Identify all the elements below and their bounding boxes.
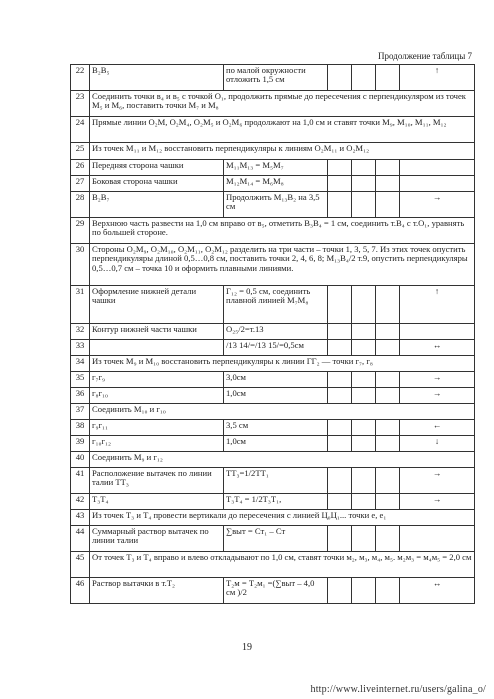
empty-cell bbox=[352, 525, 376, 551]
name-cell: Раствор вытачки в т.Т₂ bbox=[90, 577, 224, 603]
empty-cell bbox=[376, 525, 400, 551]
table-row bbox=[71, 509, 475, 525]
merged-text-cell: Стороны О₂М₉, О₂М₁₀, О₂М₁₁, О₂М₁₂ разделить на три части – точки 1, 3, 5, 7. Из этих точек опустить перпендикуляры длиной 0,5…0,8 см, поставить точки 2, 4, 6, 8; М₁₃В₄/2 т.9, опустить перпендикуляры 0,5…0,7 см – точка 10 и оформить плавными линиями. bbox=[90, 243, 475, 285]
table-row bbox=[71, 116, 475, 142]
row-number-cell: 30 bbox=[71, 243, 90, 285]
value-cell: О₂₅/2=т.13 bbox=[224, 323, 328, 339]
name-cell: В₂В₅ bbox=[90, 64, 224, 90]
table-row bbox=[71, 175, 475, 191]
empty-cell bbox=[376, 371, 400, 387]
row-number-cell: 46 bbox=[71, 577, 90, 603]
merged-text-cell: От точек Т₃ и Т₄ вправо и влево откладывают по 1,0 см, ставят точки м₂, м₃, м₄, м₅. м₂м₃ = м₄м₅ = 2,0 см bbox=[90, 551, 475, 577]
empty-cell bbox=[328, 64, 352, 90]
direction-cell: → bbox=[400, 371, 475, 387]
empty-cell bbox=[328, 159, 352, 175]
table-row bbox=[71, 387, 475, 403]
row-number-cell: 28 bbox=[71, 191, 90, 217]
empty-cell bbox=[376, 577, 400, 603]
empty-cell bbox=[376, 467, 400, 493]
name-cell: Т₃Т₄ bbox=[90, 493, 224, 509]
row-number-cell: 34 bbox=[71, 355, 90, 371]
direction-cell bbox=[400, 175, 475, 191]
direction-cell bbox=[400, 323, 475, 339]
row-number-cell: 44 bbox=[71, 525, 90, 551]
name-cell: Расположение вытачек по линии талии ТТ₃ bbox=[90, 467, 224, 493]
empty-cell bbox=[328, 435, 352, 451]
value-cell: 1,0см bbox=[224, 387, 328, 403]
direction-cell bbox=[400, 525, 475, 551]
direction-cell: → bbox=[400, 493, 475, 509]
table-continuation-label: Продолжение таблицы 7 bbox=[378, 51, 472, 61]
table-row bbox=[71, 355, 475, 371]
header-spacer-cell bbox=[71, 46, 475, 64]
table-row bbox=[71, 217, 475, 243]
table-row bbox=[71, 191, 475, 217]
empty-cell bbox=[352, 493, 376, 509]
value-cell: по малой окружности отложить 1,5 см bbox=[224, 64, 328, 90]
empty-cell bbox=[352, 435, 376, 451]
table-body bbox=[71, 46, 475, 603]
empty-cell bbox=[328, 371, 352, 387]
value-cell: Г₁₂ = 0,5 см, соединить плавной линией М₇М₈ bbox=[224, 285, 328, 323]
direction-cell: → bbox=[400, 387, 475, 403]
row-number-cell: 24 bbox=[71, 116, 90, 142]
name-cell: г₁₀г₁₂ bbox=[90, 435, 224, 451]
direction-cell: ↑ bbox=[400, 64, 475, 90]
name-cell: Боковая сторона чашки bbox=[90, 175, 224, 191]
page-number: 19 bbox=[242, 642, 252, 653]
empty-cell bbox=[328, 285, 352, 323]
row-number-cell: 33 bbox=[71, 339, 90, 355]
direction-cell bbox=[400, 159, 475, 175]
row-number-cell: 40 bbox=[71, 451, 90, 467]
row-number-cell: 39 bbox=[71, 435, 90, 451]
empty-cell bbox=[376, 339, 400, 355]
row-number-cell: 29 bbox=[71, 217, 90, 243]
direction-cell: ↔ bbox=[400, 339, 475, 355]
table-row bbox=[71, 371, 475, 387]
row-number-cell: 22 bbox=[71, 64, 90, 90]
table-row bbox=[71, 419, 475, 435]
table-row bbox=[71, 142, 475, 159]
direction-cell: ↑ bbox=[400, 285, 475, 323]
empty-cell bbox=[328, 493, 352, 509]
value-cell: Т₂м = Т₂м₁ =(∑выт – 4,0 см )/2 bbox=[224, 577, 328, 603]
empty-cell bbox=[376, 435, 400, 451]
merged-text-cell: Из точек М₉ и М₁₀ восстановить перпендикуляры к линии ГГ₂ — точки г₇, г₈ bbox=[90, 355, 475, 371]
row-number-cell: 31 bbox=[71, 285, 90, 323]
table-row bbox=[71, 403, 475, 419]
name-cell: г₈г₁₀ bbox=[90, 387, 224, 403]
empty-cell bbox=[328, 191, 352, 217]
value-cell: М₁₁М₁₃ = М₅М₇ bbox=[224, 159, 328, 175]
row-number-cell: 32 bbox=[71, 323, 90, 339]
row-number-cell: 41 bbox=[71, 467, 90, 493]
merged-text-cell: Соединить точки в₄ и в₅ с точкой О₁, продолжить прямые до пересечения с перпендикуляром из точек М₅ и М₆, поставить точки М₇ и М₈ bbox=[90, 90, 475, 116]
name-cell bbox=[90, 339, 224, 355]
direction-cell: → bbox=[400, 191, 475, 217]
name-cell: В₂В₇ bbox=[90, 191, 224, 217]
empty-cell bbox=[376, 64, 400, 90]
name-cell: г₇г₉ bbox=[90, 371, 224, 387]
empty-cell bbox=[352, 387, 376, 403]
merged-text-cell: Соединить М₉ и г₁₂ bbox=[90, 451, 475, 467]
table-row bbox=[71, 285, 475, 323]
empty-cell bbox=[352, 285, 376, 323]
value-cell: М₁₂М₁₄ = М₆М₈ bbox=[224, 175, 328, 191]
empty-cell bbox=[352, 419, 376, 435]
empty-cell bbox=[352, 175, 376, 191]
empty-cell bbox=[352, 64, 376, 90]
name-cell: г₉г₁₁ bbox=[90, 419, 224, 435]
construction-steps-table bbox=[70, 46, 475, 604]
source-url: http://www.liveinternet.ru/users/galina_o/ bbox=[310, 684, 486, 695]
row-number-cell: 42 bbox=[71, 493, 90, 509]
direction-cell: ↓ bbox=[400, 435, 475, 451]
name-cell: Передняя сторона чашки bbox=[90, 159, 224, 175]
empty-cell bbox=[328, 467, 352, 493]
name-cell: Суммарный раствор вытачек по линии талии bbox=[90, 525, 224, 551]
empty-cell bbox=[328, 339, 352, 355]
name-cell: Оформление нижней детали чашки bbox=[90, 285, 224, 323]
row-number-cell: 23 bbox=[71, 90, 90, 116]
table-row bbox=[71, 243, 475, 285]
table-row bbox=[71, 551, 475, 577]
table-row bbox=[71, 90, 475, 116]
row-number-cell: 37 bbox=[71, 403, 90, 419]
table-row bbox=[71, 435, 475, 451]
empty-cell bbox=[376, 175, 400, 191]
table-row bbox=[71, 525, 475, 551]
table-row bbox=[71, 451, 475, 467]
row-number-cell: 35 bbox=[71, 371, 90, 387]
empty-cell bbox=[328, 525, 352, 551]
empty-cell bbox=[376, 493, 400, 509]
row-number-cell: 36 bbox=[71, 387, 90, 403]
row-number-cell: 25 bbox=[71, 142, 90, 159]
value-cell: 3,0см bbox=[224, 371, 328, 387]
merged-text-cell: Из точек Т₃ и Т₄ провести вертикали до пересечения с линией Ц₀Ц₁... точки е, е₁ bbox=[90, 509, 475, 525]
merged-text-cell: Прямые линии О₂М, О₂М₄, О₂М₅ и О₂М₆ продолжают на 1,0 см и ставят точки М₉, М₁₀, М₁₁, М₁₂ bbox=[90, 116, 475, 142]
row-number-cell: 45 bbox=[71, 551, 90, 577]
empty-cell bbox=[352, 371, 376, 387]
empty-cell bbox=[376, 191, 400, 217]
empty-cell bbox=[376, 419, 400, 435]
name-cell: Контур нижней части чашки bbox=[90, 323, 224, 339]
table-row bbox=[71, 467, 475, 493]
empty-cell bbox=[352, 577, 376, 603]
table-row bbox=[71, 339, 475, 355]
value-cell: 1,0см bbox=[224, 435, 328, 451]
empty-cell bbox=[328, 387, 352, 403]
table-row bbox=[71, 577, 475, 603]
value-cell: 3,5 см bbox=[224, 419, 328, 435]
table-row bbox=[71, 159, 475, 175]
row-number-cell: 38 bbox=[71, 419, 90, 435]
direction-cell: → bbox=[400, 467, 475, 493]
empty-cell bbox=[376, 159, 400, 175]
empty-cell bbox=[352, 159, 376, 175]
merged-text-cell: Из точек М₁₁ и М₁₂ восстановить перпендикуляры к линиям О₂М₁₁ и О₂М₁₂ bbox=[90, 142, 475, 159]
value-cell: Т₃Т₄ = 1/2Т₃Т₁, bbox=[224, 493, 328, 509]
direction-cell: ← bbox=[400, 419, 475, 435]
table-row bbox=[71, 323, 475, 339]
value-cell: /13 14/=/13 15/=0,5см bbox=[224, 339, 328, 355]
empty-cell bbox=[352, 191, 376, 217]
empty-cell bbox=[352, 323, 376, 339]
empty-cell bbox=[376, 387, 400, 403]
table-row bbox=[71, 493, 475, 509]
empty-cell bbox=[376, 285, 400, 323]
table-row bbox=[71, 64, 475, 90]
empty-cell bbox=[328, 419, 352, 435]
merged-text-cell: Верхнюю часть развести на 1,0 см вправо от в₅, отметить В₃В₄ = 1 см, соединить т.В₄ с т.О₁, уравнять по большей стороне. bbox=[90, 217, 475, 243]
empty-cell bbox=[328, 175, 352, 191]
value-cell: ∑выт = Ст₁ – Ст bbox=[224, 525, 328, 551]
direction-cell: ↔ bbox=[400, 577, 475, 603]
value-cell: Продолжить М₁₃В₂ на 3,5 см bbox=[224, 191, 328, 217]
empty-cell bbox=[352, 467, 376, 493]
row-number-cell: 43 bbox=[71, 509, 90, 525]
empty-cell bbox=[328, 577, 352, 603]
empty-cell bbox=[376, 323, 400, 339]
empty-cell bbox=[328, 323, 352, 339]
row-number-cell: 26 bbox=[71, 159, 90, 175]
value-cell: ТТ₃=1/2ТТ₁ bbox=[224, 467, 328, 493]
merged-text-cell: Соединить М₁₀ и г₁₀ bbox=[90, 403, 475, 419]
table-header-row bbox=[71, 46, 475, 64]
row-number-cell: 27 bbox=[71, 175, 90, 191]
empty-cell bbox=[352, 339, 376, 355]
